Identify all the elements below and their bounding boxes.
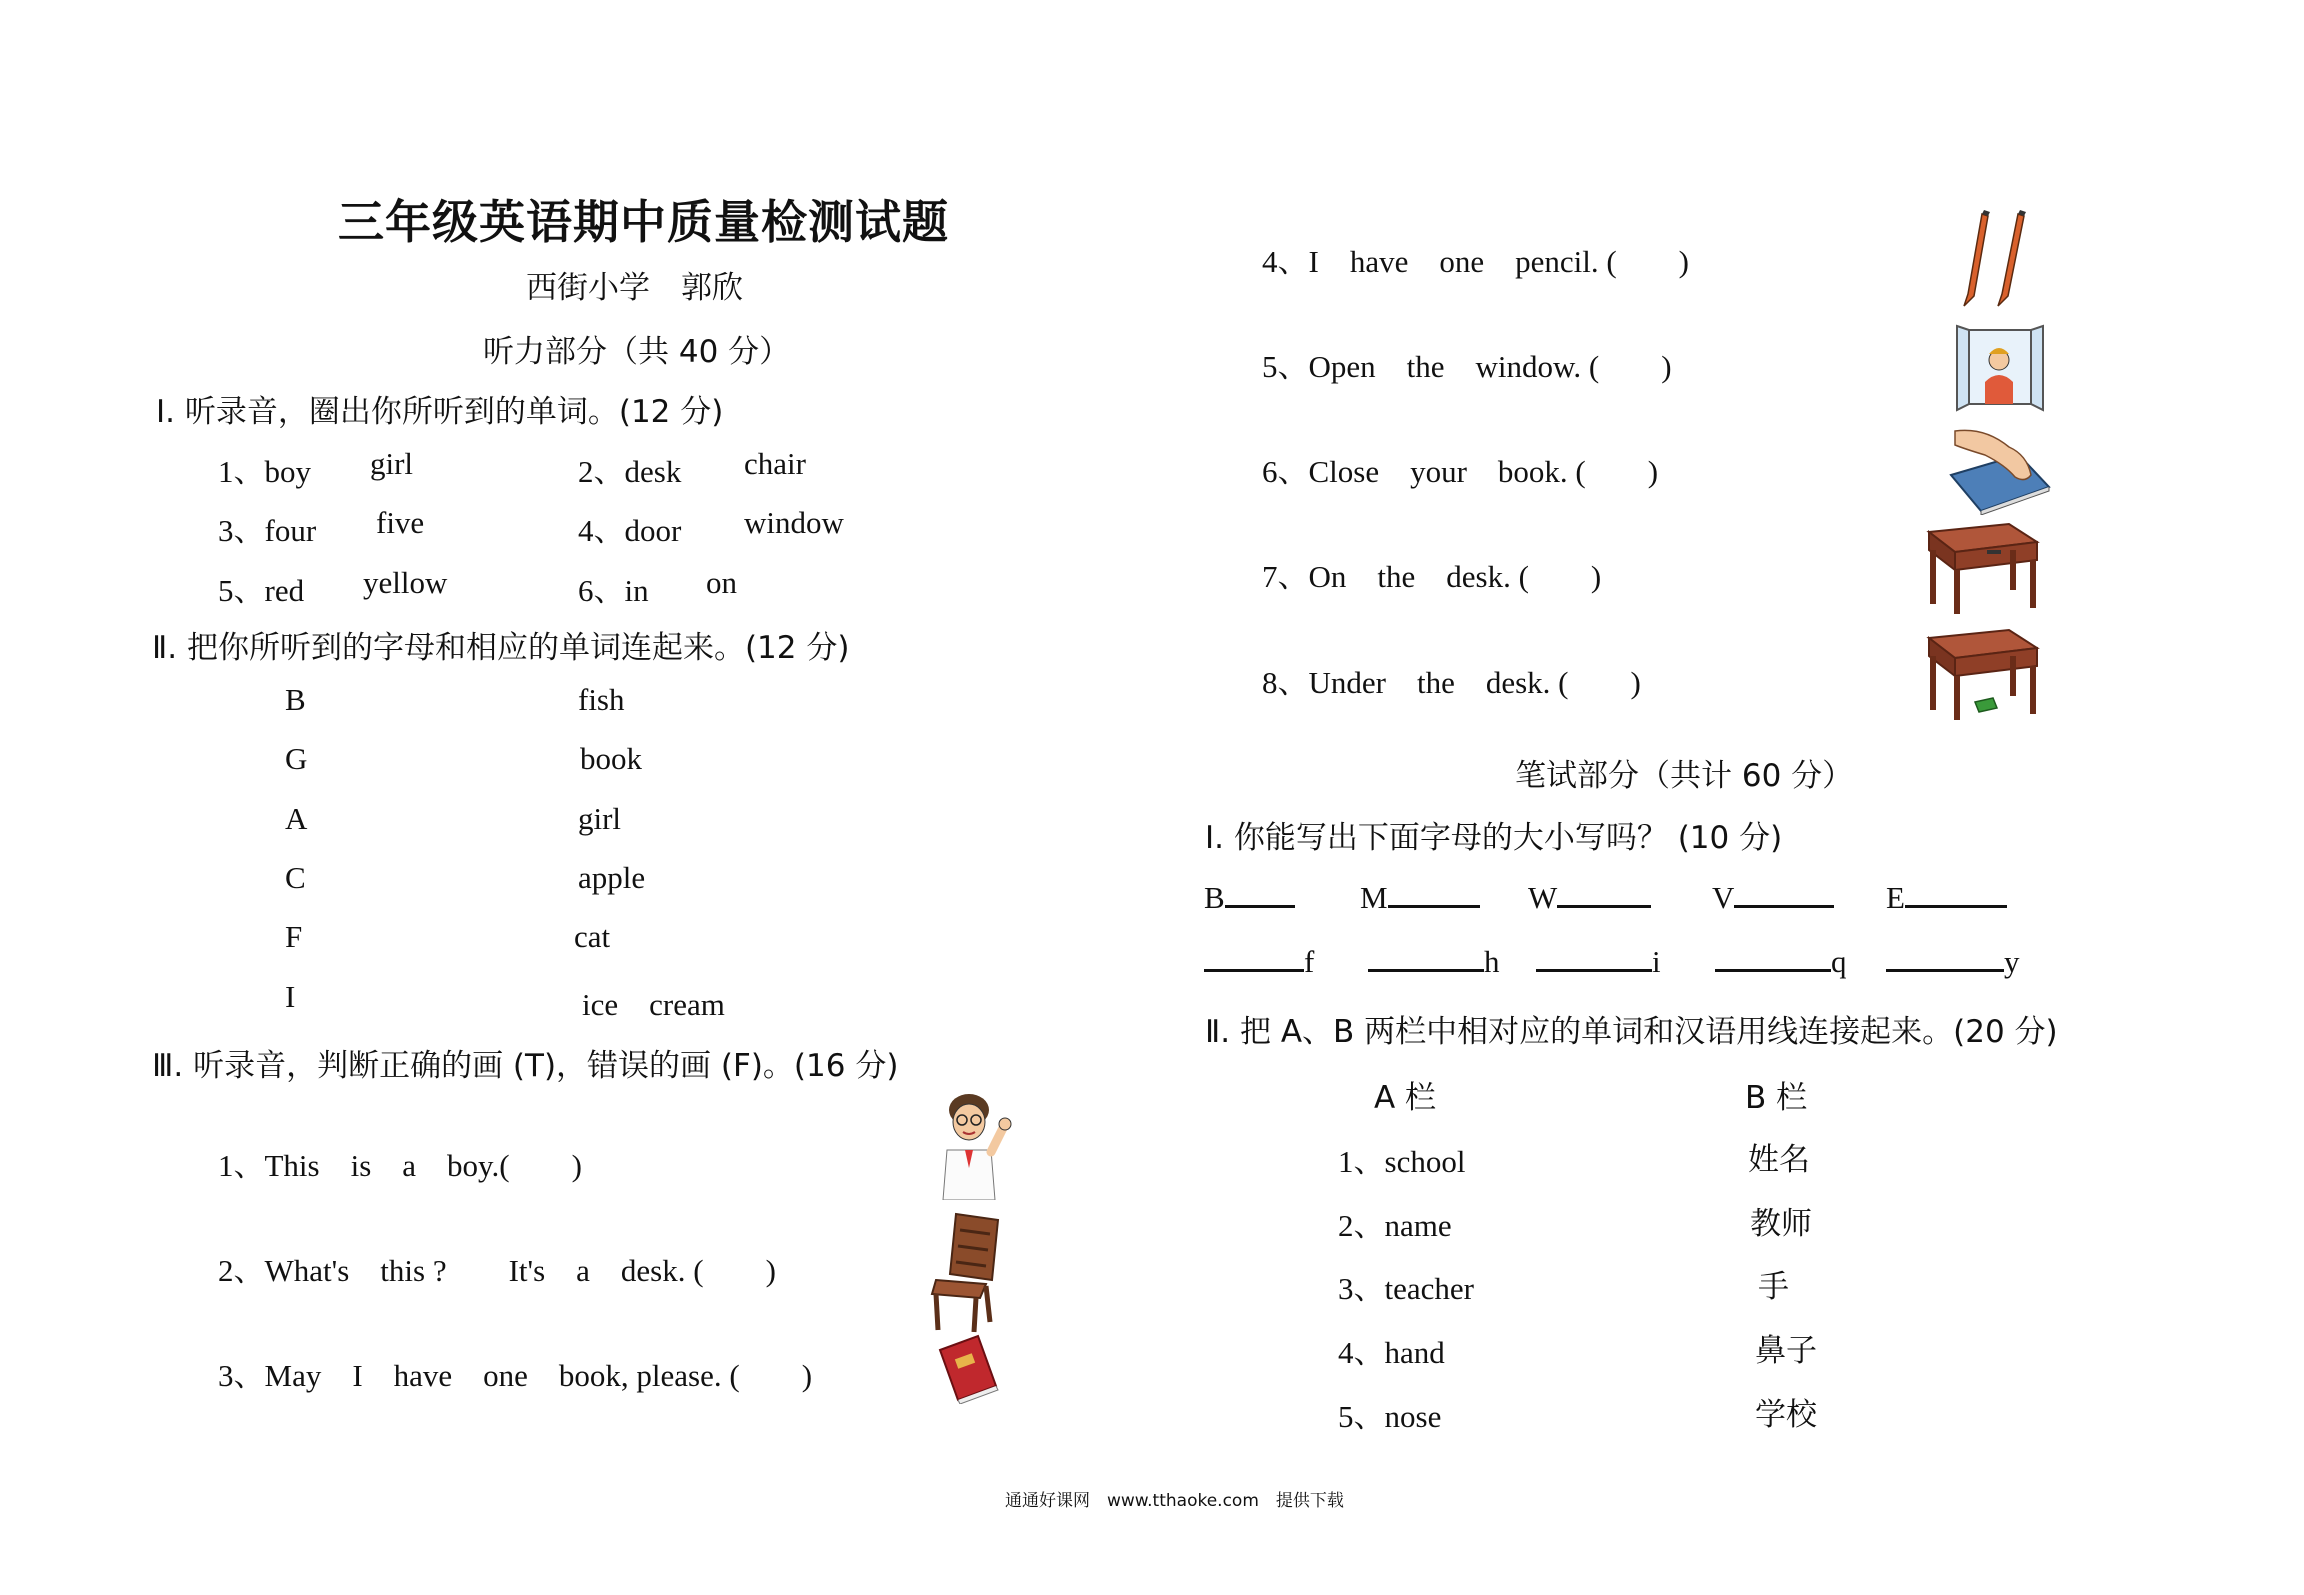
column-b-title: B 栏 — [1745, 1080, 1808, 1116]
lowercase-letter: h — [1484, 944, 1500, 979]
letter-blank — [1360, 880, 1480, 916]
column-a-item: 4、hand — [1338, 1335, 1445, 1370]
uppercase-letter: B — [1204, 880, 1225, 915]
letter-blank — [1204, 944, 1314, 980]
uppercase-letter: E — [1886, 880, 1905, 915]
letter-blank — [1712, 880, 1834, 916]
letter-blank — [1715, 944, 1847, 980]
answer-blank[interactable] — [1905, 881, 2007, 908]
uppercase-letter: W — [1528, 880, 1558, 915]
letter-blank — [1886, 880, 2007, 916]
judge-item: 6、Close your book. ( ) — [1262, 454, 1659, 489]
letter-blank — [1536, 944, 1661, 980]
column-b-item: 学校 — [1755, 1397, 1817, 1433]
footer-source: 通通好课网 www.tthaoke.com 提供下载 — [1005, 1491, 1344, 1511]
word-choice: 3、four — [218, 513, 317, 548]
word-choice: 5、red — [218, 573, 305, 608]
judge-item: 1、This is a boy.( ) — [218, 1148, 582, 1183]
word-choice: five — [376, 505, 425, 540]
book-picture — [934, 1332, 1000, 1404]
column-b-item: 姓名 — [1748, 1142, 1810, 1178]
column-a-item: 2、name — [1338, 1208, 1452, 1243]
word-choice: 1、boy — [218, 454, 311, 489]
match-word: cat — [574, 919, 611, 954]
chair-picture — [928, 1210, 1008, 1335]
match-word: book — [580, 741, 642, 776]
answer-blank[interactable] — [1734, 881, 1834, 908]
word-choice: 2、desk — [578, 454, 682, 489]
answer-blank[interactable] — [1557, 881, 1651, 908]
lowercase-letter: i — [1652, 944, 1661, 979]
answer-blank[interactable] — [1225, 881, 1295, 908]
letter-item: F — [285, 919, 303, 954]
close-book-picture — [1945, 425, 2055, 515]
author-line: 西街小学 郭欣 — [526, 270, 743, 306]
listening-part3-heading: Ⅲ. 听录音，判断正确的画 (T)，错误的画 (F)。(16 分) — [152, 1048, 899, 1084]
column-a-title: A 栏 — [1374, 1080, 1437, 1116]
answer-blank[interactable] — [1886, 945, 2004, 972]
column-b-item: 教师 — [1750, 1206, 1812, 1242]
letter-item: A — [285, 801, 308, 836]
open-window-picture — [1955, 322, 2045, 412]
match-word: girl — [578, 801, 622, 836]
word-choice: chair — [744, 446, 806, 481]
letter-blank — [1204, 880, 1295, 916]
letter-item: I — [285, 979, 296, 1014]
writing-heading: 笔试部分（共计 60 分） — [1515, 758, 1854, 794]
answer-blank[interactable] — [1536, 945, 1652, 972]
letter-blank — [1528, 880, 1651, 916]
answer-blank[interactable] — [1715, 945, 1831, 972]
desk-picture — [1925, 520, 2040, 615]
letter-item: B — [285, 682, 306, 717]
judge-item: 3、May I have one book, please. ( ) — [218, 1358, 813, 1393]
listening-heading: 听力部分（共 40 分） — [483, 334, 791, 370]
lowercase-letter: q — [1831, 944, 1847, 979]
writing-part2-heading: Ⅱ. 把 A、B 两栏中相对应的单词和汉语用线连接起来。(20 分) — [1205, 1014, 2058, 1050]
answer-blank[interactable] — [1368, 945, 1484, 972]
match-word: fish — [578, 682, 625, 717]
column-a-item: 5、nose — [1338, 1399, 1442, 1434]
judge-item: 4、I have one pencil. ( ) — [1262, 244, 1689, 279]
letter-item: G — [285, 741, 308, 776]
uppercase-letter: M — [1360, 880, 1388, 915]
judge-item: 2、What's this ? It's a desk. ( ) — [218, 1253, 776, 1288]
column-b-item: 鼻子 — [1755, 1333, 1817, 1369]
column-a-item: 3、teacher — [1338, 1271, 1474, 1306]
answer-blank[interactable] — [1204, 945, 1304, 972]
word-choice: 4、door — [578, 513, 682, 548]
listening-part1-heading: Ⅰ. 听录音，圈出你所听到的单词。(12 分) — [156, 394, 724, 430]
answer-blank[interactable] — [1388, 881, 1480, 908]
lowercase-letter: f — [1304, 944, 1315, 979]
word-choice: girl — [370, 446, 414, 481]
lowercase-letter: y — [2004, 944, 2020, 979]
judge-item: 8、Under the desk. ( ) — [1262, 665, 1641, 700]
word-choice: window — [744, 505, 844, 540]
page-title: 三年级英语期中质量检测试题 — [338, 195, 949, 249]
boy-picture — [925, 1088, 1017, 1200]
judge-item: 5、Open the window. ( ) — [1262, 349, 1672, 384]
match-word: ice cream — [582, 987, 725, 1022]
word-choice: on — [706, 565, 737, 600]
under-desk-picture — [1925, 626, 2040, 726]
pencils-picture — [1960, 208, 2040, 308]
letter-blank — [1368, 944, 1500, 980]
letter-item: C — [285, 860, 306, 895]
uppercase-letter: V — [1712, 880, 1735, 915]
column-b-item: 手 — [1758, 1269, 1789, 1305]
match-word: apple — [578, 860, 646, 895]
word-choice: 6、in — [578, 573, 649, 608]
listening-part2-heading: Ⅱ. 把你所听到的字母和相应的单词连起来。(12 分) — [152, 630, 850, 666]
writing-part1-heading: Ⅰ. 你能写出下面字母的大小写吗？ (10 分) — [1205, 820, 1783, 856]
judge-item: 7、On the desk. ( ) — [1262, 559, 1602, 594]
column-a-item: 1、school — [1338, 1144, 1466, 1179]
word-choice: yellow — [363, 565, 448, 600]
letter-blank — [1886, 944, 2020, 980]
